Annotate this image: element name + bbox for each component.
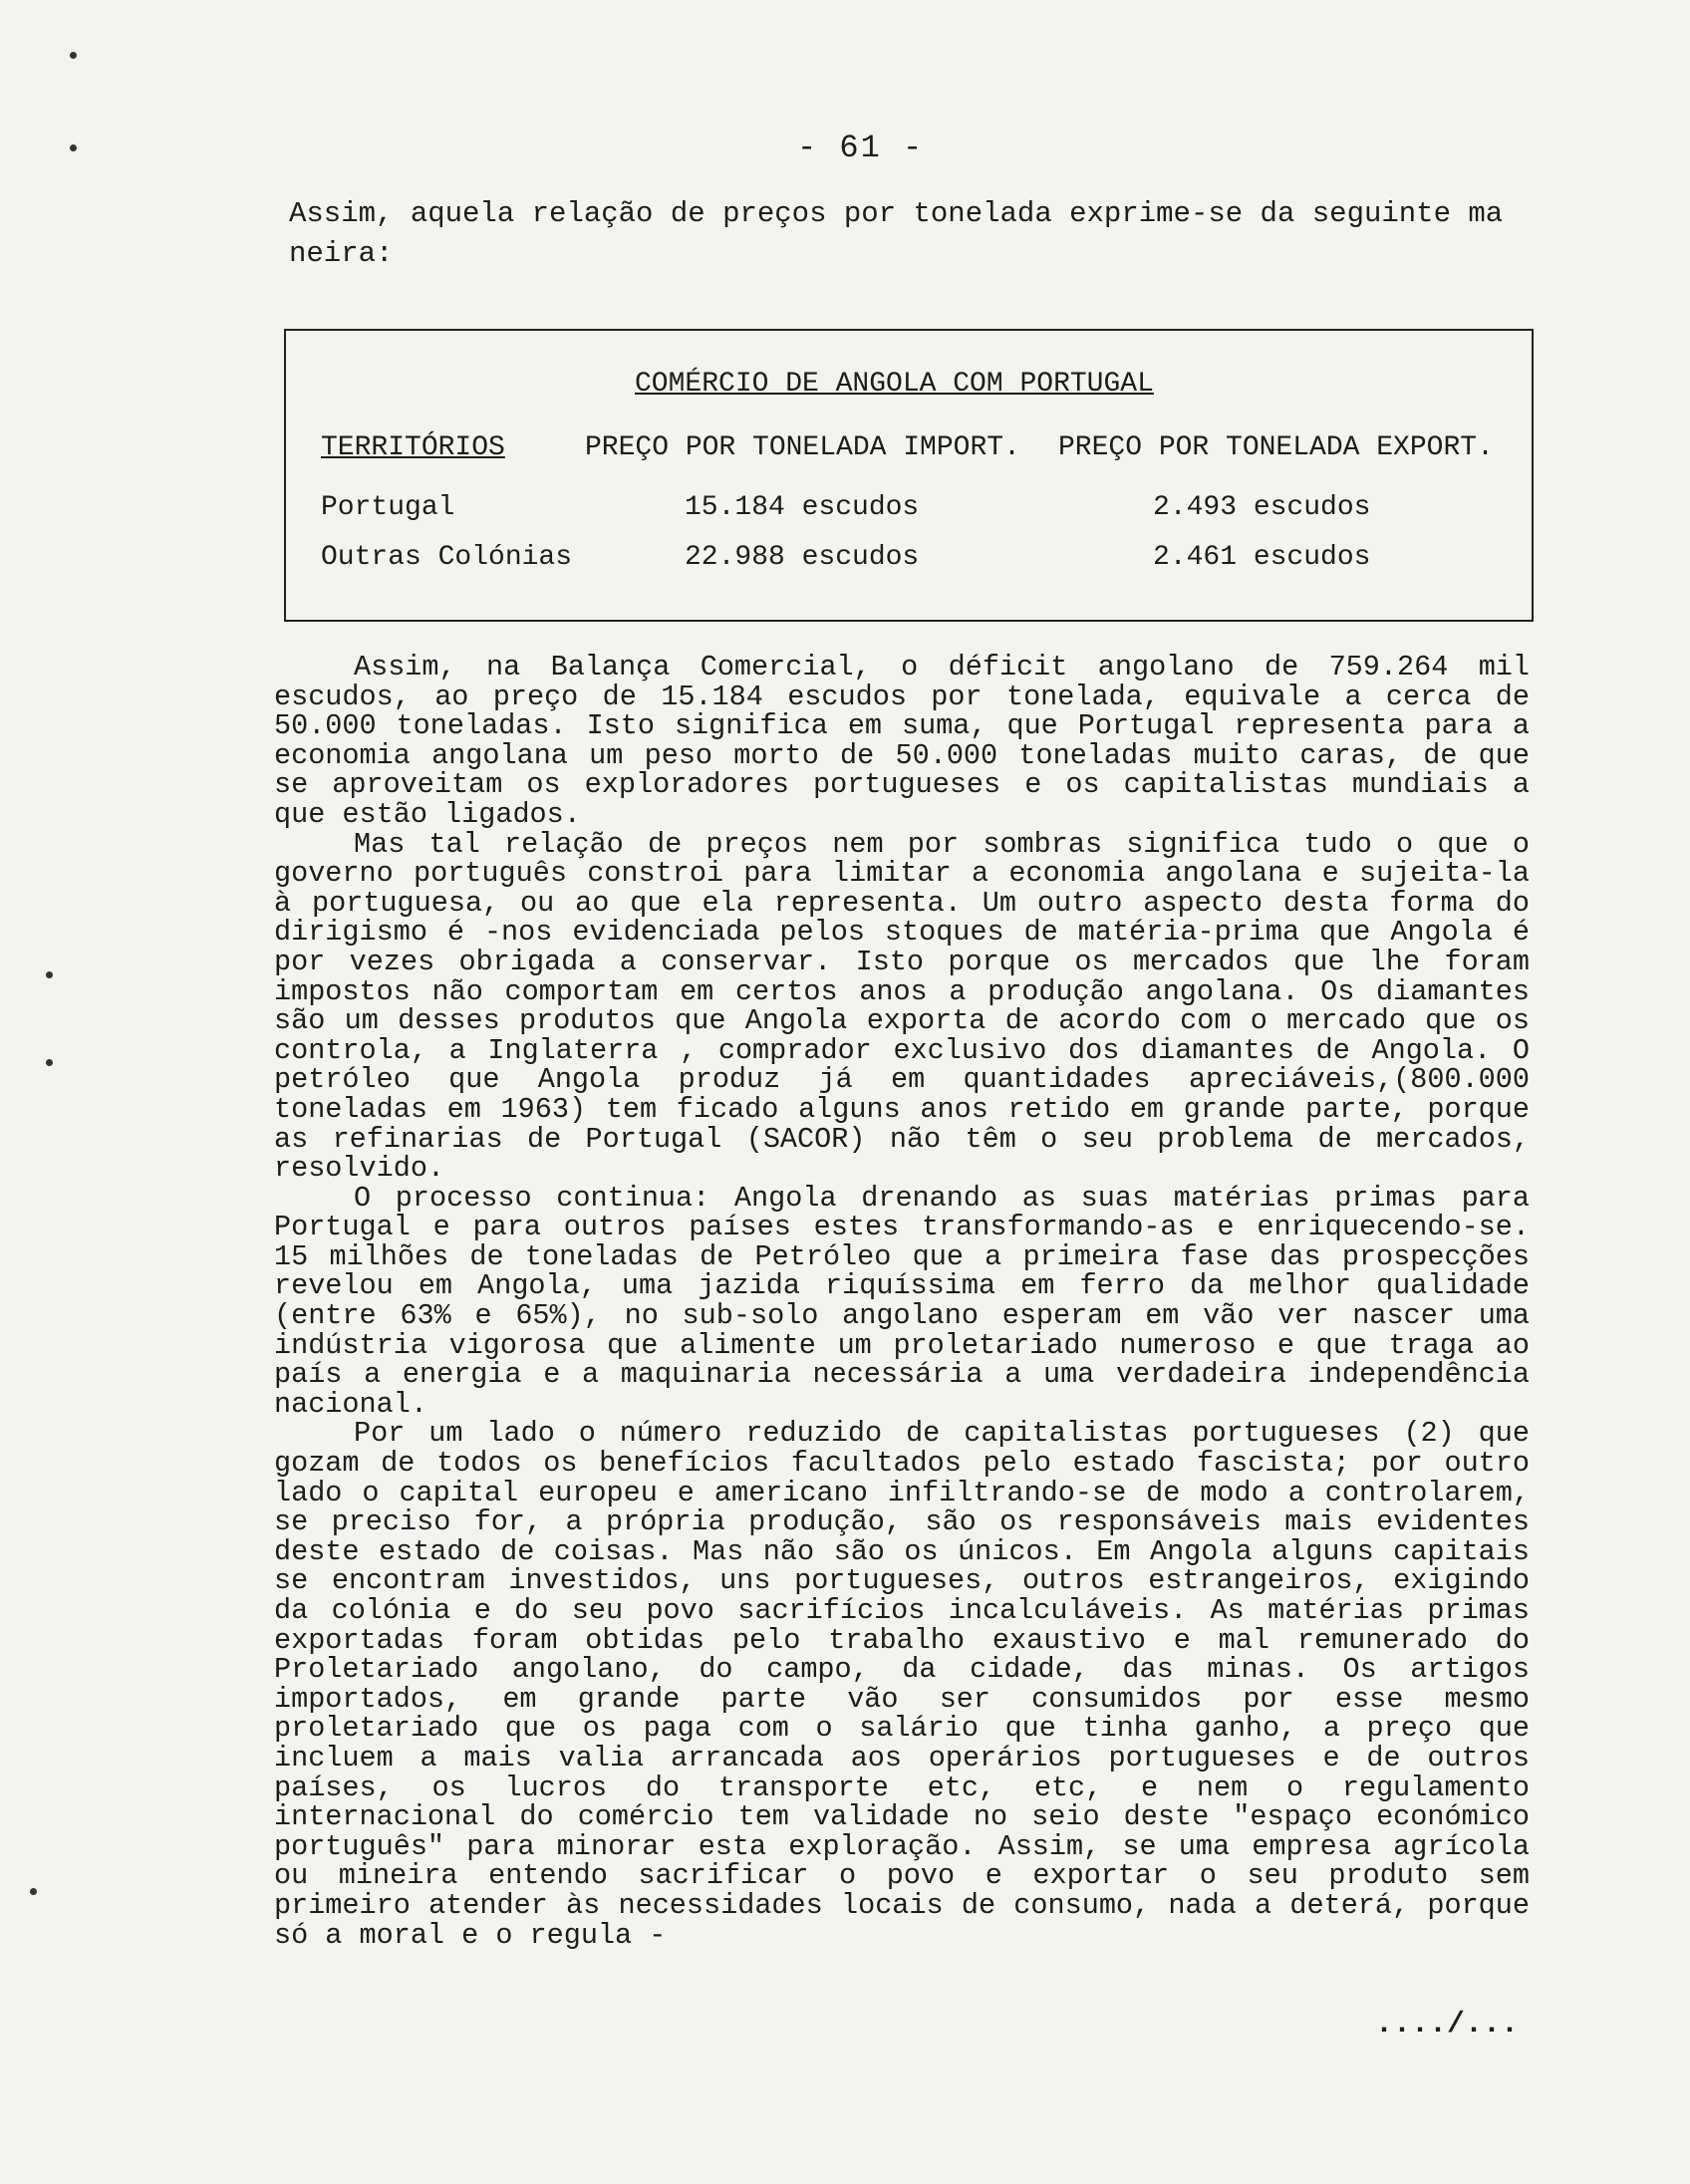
table-row [286, 492, 1532, 532]
header-import-price: PREÇO POR TONELADA IMPORT. [585, 432, 1020, 463]
margin-mark [70, 52, 77, 59]
margin-mark [46, 1059, 53, 1066]
margin-mark [30, 1888, 37, 1895]
header-export-price: PREÇO POR TONELADA EXPORT. [1058, 432, 1494, 463]
import-price-cell: 22.988 escudos [685, 542, 920, 573]
territory-cell: Outras Colónias [321, 542, 573, 573]
table-title: COMÉRCIO DE ANGOLA COM PORTUGAL [635, 369, 1154, 400]
page-number: - 61 - [797, 130, 925, 166]
margin-mark [46, 971, 53, 978]
trade-table [284, 329, 1534, 622]
paragraph: Por um lado o número reduzido de capitalistas portugueses (2) que gozam de todos os benefícios facultados pelo estado fascista; por outro lado o capital europeu e americano infiltrando-se de modo a controlarem, se preciso for, a própria produção, são os responsáveis mais evidentes deste estado de coisas. Mas não são os únicos. Em Angola alguns capitais se encontram investidos, uns portugueses, outros estrangeiros, exigindo da colónia e do seu povo sacrifícios incalculáveis. As matérias primas exportadas foram obtidas pelo trabalho exaustivo e mal remunerado do Proletariado angolano, do campo, da cidade, das minas. Os artigos importados, em grande parte vão ser consumidos por esse mesmo proletariado que os paga com o salário que tinha ganho, a preço que incluem a mais valia arrancada aos operários portugueses e de outros países, os lucros do transporte etc, etc, e nem o regulamento internacional do comércio tem validade no seio deste "espaço económico português" para minorar esta exploração. Assim, se uma empresa agrícola ou mineira entendo sacrificar o povo e exportar o seu produto sem primeiro atender às necessidades locais de consumo, nada a deterá, porque só a moral e o regula - [274, 1417, 1530, 1952]
header-territories: TERRITÓRIOS [321, 432, 505, 463]
intro-paragraph: Assim, aquela relação de preços por tonelada exprime-se da seguinte ma neira: [289, 197, 1504, 270]
continuation-mark: ..../... [1375, 2008, 1520, 2042]
table-row [286, 542, 1532, 582]
paragraph: Mas tal relação de preços nem por sombras significa tudo o que o governo português constroi para limitar a economia angolana e sujeita-la à portuguesa, ou ao que ela representa. Um outro aspecto desta forma do dirigismo é -nos evidenciada pelos stoques de matéria-prima que Angola é por vezes obrigada a conservar. Isto porque os mercados que lhe foram impostos não comportam em certos anos a produção angolana. Os diamantes são um desses produtos que Angola exporta de acordo com o mercado que os controla, a Inglaterra , comprador exclusivo dos diamantes de Angola. O petróleo que Angola produz já em quantidades apreciáveis,(800.000 toneladas em 1963) tem ficado alguns anos retido em grande parte, porque as refinarias de Portugal (SACOR) não têm o seu problema de mercados, resolvido. [274, 827, 1530, 1186]
territory-cell: Portugal [321, 492, 455, 523]
paragraph: O processo continua: Angola drenando as suas matérias primas para Portugal e para outros países estes transformando-as e enriquecendo-se. 15 milhões de toneladas de Petróleo que a primeira fase das prospecções revelou em Angola, uma jazida riquíssima em ferro da melhor qualidade (entre 63% e 65%), no sub-solo angolano esperam em vão ver nascer uma indústria vigorosa que alimente um proletariado numeroso e que traga ao país a energia e a maquinaria necessária a uma verdadeira independência nacional. [274, 1181, 1530, 1421]
margin-mark [70, 144, 77, 151]
export-price-cell: 2.493 escudos [1153, 492, 1371, 523]
export-price-cell: 2.461 escudos [1153, 542, 1371, 573]
body-text [274, 653, 1530, 1950]
paragraph: Assim, na Balança Comercial, o déficit angolano de 759.264 mil escudos, ao preço de 15.184 escudos por tonelada, equivale a cerca de 50.000 toneladas. Isto significa em suma, que Portugal representa para a economia angolana um peso morto de 50.000 toneladas muito caras, de que se aproveitam os exploradores portugueses e os capitalistas mundiais a que estão ligados. [274, 651, 1530, 831]
import-price-cell: 15.184 escudos [685, 492, 920, 523]
